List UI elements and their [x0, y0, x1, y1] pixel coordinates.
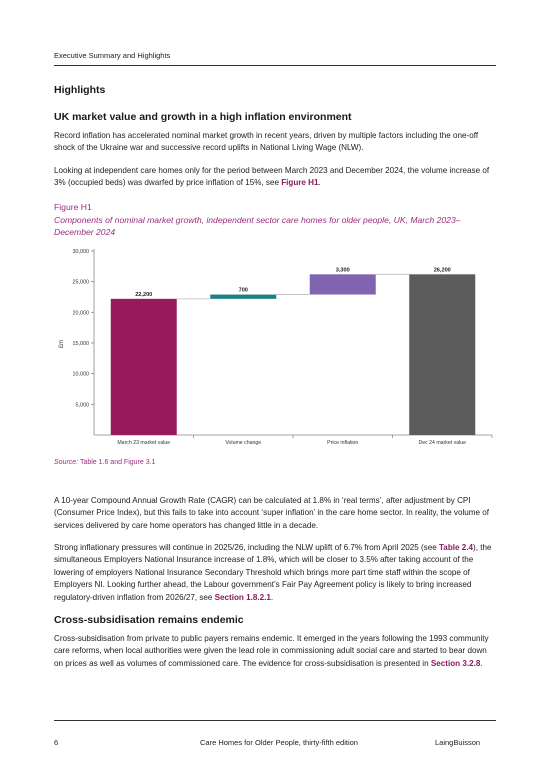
bar-dec-24-market-value [409, 274, 475, 435]
y-tick-label: 25,000 [72, 279, 89, 286]
paragraph-record-inflation: Record inflation has accelerated nominal market growth in recent years, driven by multiple factors including the one-off shock of the Ukraine war and successive record uplifts in National Living Wage (NLW). [54, 131, 479, 153]
y-tick-label: 5,000 [75, 402, 89, 409]
paragraph-end: . [480, 658, 483, 668]
y-axis-label: £m [59, 339, 65, 349]
source-text: Table 1.6 and Figure 3.1 [79, 459, 156, 466]
section-1-8-2-1-link[interactable]: Section 1.8.2.1 [214, 592, 271, 602]
publication-title: Care Homes for Older People, thirty-fifth edition [200, 738, 358, 747]
paragraph-cross-subsidisation [54, 633, 496, 670]
paragraph-text: Cross-subsidisation from private to public payers remains endemic. It emerged in the years following the 1993 community care reforms, when local authorities were given the lead role in commissioning adult social care and started to bear down on prices as well as volumes of commissioned care. The evidence for cross-subsidisation is presented in [54, 634, 489, 668]
data-label: 26,200 [433, 267, 451, 274]
y-tick-label: 30,000 [72, 249, 89, 255]
figure-label: Figure H1 [54, 202, 92, 212]
data-label: 3,300 [335, 267, 350, 274]
paragraph-inflationary-pressures [54, 542, 496, 604]
waterfall-chart [54, 244, 496, 452]
paragraph-text: Strong inflationary pressures will continue in 2025/26, including the NLW uplift of 6.7% from April 2025 (see [54, 543, 439, 552]
data-label: 700 [238, 287, 248, 294]
page-number: 6 [54, 738, 59, 747]
x-tick-label: Volume change [225, 440, 262, 446]
figure-source [54, 459, 155, 466]
table-2-4-link[interactable]: Table 2.4 [438, 543, 474, 552]
figure-h1-link[interactable]: Figure H1 [281, 178, 319, 188]
bar-volume-change [210, 295, 276, 299]
y-tick-label: 15,000 [72, 341, 89, 347]
x-tick-label: Dec 24 market value [418, 440, 467, 446]
highlights-heading: Highlights [54, 84, 106, 96]
paragraph-independent-care-homes [54, 165, 496, 190]
bar-march-23-market-value [111, 299, 177, 435]
running-head: Executive Summary and Highlights [54, 51, 171, 60]
y-tick-label: 10,000 [72, 371, 89, 378]
publisher-name: LaingBuisson [435, 738, 481, 747]
data-label: 22,200 [135, 291, 153, 298]
paragraph-cagr: A 10-year Compound Annual Growth Rate (CAGR) can be calculated at 1.8% in ‘real terms’, after adjustment by CPI (Consumer Price Index), but this fails to take into account ‘super inflation’ in the care home sector. In reality, the volume of services delivered by care home operators has changed little in a decade. [54, 496, 490, 530]
source-label: Source: [54, 459, 79, 466]
bar-price-inflation [310, 274, 376, 294]
footer-rule [54, 720, 496, 721]
chart-svg [54, 244, 496, 452]
x-tick-label: Price inflation [327, 440, 359, 446]
header-rule [54, 65, 496, 66]
paragraph-end: . [270, 592, 274, 602]
x-tick-label: March 23 market value [117, 440, 171, 446]
figure-caption: Components of nominal market growth, independent sector care homes for older people, UK, March 2023–December 2024 [54, 215, 461, 238]
paragraph-text: Looking at independent care homes only for the period between March 2023 and December 2024, the volume increase of 3% (occupied beds) was dwarfed by price inflation of 15%, see [54, 166, 490, 188]
y-tick-label: 20,000 [72, 310, 89, 317]
paragraph-end: . [318, 178, 321, 188]
section-3-2-8-link[interactable]: Section 3.2.8 [430, 658, 481, 668]
section-cross-subsidisation-title: Cross-subsidisation remains endemic [54, 614, 244, 626]
section-market-value-title: UK market value and growth in a high inflation environment [54, 111, 352, 123]
paragraph-text-cont: ), the simultaneous Employers National Insurance increase of 1.8%, which will be closer to 3.5% after taking account of the lowering of employers National Insurance Secondary Threshold which brings more part time staff within the scope of Employers NI. Looking further ahead, the Labour government’s Fair Pay Agreement policy is likely to bring increased regulatory-driven inflation from 2026/27, see [54, 543, 492, 602]
